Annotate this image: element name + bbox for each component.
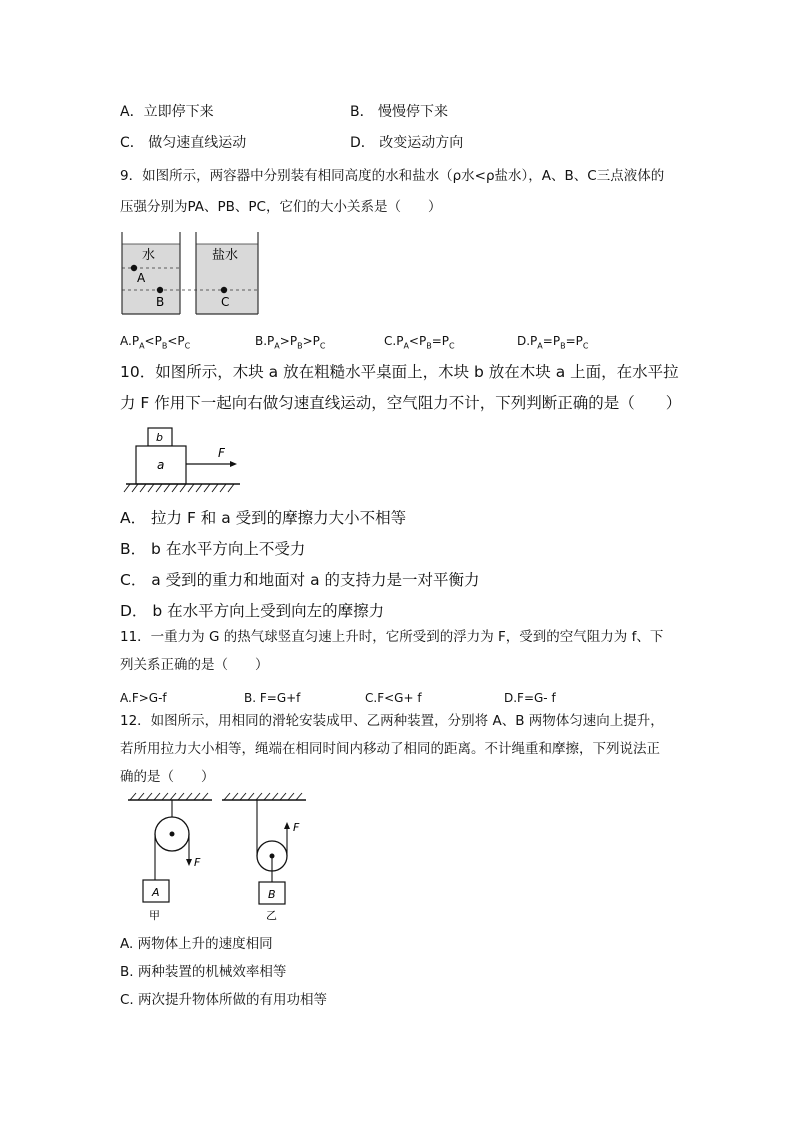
water-label: 水: [142, 248, 156, 263]
q10-option-b: B． b 在水平方向上不受力: [120, 540, 306, 558]
q9-stem-line2: 压强分别为PA、PB、PC，它们的大小关系是（ ）: [120, 199, 442, 215]
q8-option-d: D． 改变运动方向: [350, 135, 464, 151]
label-b: B: [268, 888, 276, 901]
q12-option-b: B. 两种装置的机械效率相等: [120, 964, 287, 980]
label-yi: 乙: [266, 909, 277, 922]
q9-container-figure: [120, 230, 265, 316]
q9-option-c: $C.P_A<P_B=P_C$: [384, 334, 455, 351]
q9-option-a: $A.P_A<P_B<P_C$: [120, 334, 191, 351]
q11-option-b: B. F=G+f: [244, 691, 301, 705]
q9-stem-line1: 9．如图所示，两容器中分别装有相同高度的水和盐水（ρ水<ρ盐水），A、B、C三点液体的: [120, 168, 665, 184]
q10-option-c: C． a 受到的重力和地面对 a 的支持力是一对平衡力: [120, 571, 480, 589]
q11-option-a: A.F>G-f: [120, 691, 167, 705]
q8-option-a: A．立即停下来: [120, 104, 214, 120]
q11-stem-line1: 11．一重力为 G 的热气球竖直匀速上升时，它所受到的浮力为 F，受到的空气阻力为 f、下: [120, 629, 664, 645]
saltwater-label: 盐水: [212, 248, 239, 263]
q8-option-c: C． 做匀速直线运动: [120, 135, 247, 151]
q10-block-figure: [124, 426, 244, 496]
label-a: a: [157, 458, 165, 472]
label-f: F: [218, 446, 225, 460]
label-b: B: [156, 295, 165, 309]
point-c: [221, 287, 227, 293]
label-a: A: [137, 271, 146, 285]
label-c: C: [221, 295, 230, 309]
q8-option-b: B． 慢慢停下来: [350, 104, 449, 120]
q11-option-c: C.F<G+ f: [365, 691, 422, 705]
q12-option-c: C. 两次提升物体所做的有用功相等: [120, 992, 328, 1008]
q10-stem-line1: 10．如图所示，木块 a 放在粗糙水平桌面上，木块 b 放在木块 a 上面，在水平拉: [120, 363, 679, 381]
q10-stem-line2: 力 F 作用下一起向右做匀速直线运动，空气阻力不计，下列判断正确的是（ ）: [120, 394, 682, 412]
q10-option-d: D． b 在水平方向上受到向左的摩擦力: [120, 602, 385, 620]
label-a: A: [152, 886, 160, 899]
q12-stem-line2: 若所用拉力大小相等，绳端在相同时间内移动了相同的距离。不计绳重和摩擦，下列说法正: [120, 741, 660, 757]
q11-stem-line2: 列关系正确的是（ ）: [120, 657, 269, 673]
q11-option-d: D.F=G- f: [504, 691, 556, 705]
q12-pulley-figure: [126, 796, 326, 926]
label-f2: F: [293, 821, 300, 834]
q10-option-a: A． 拉力 F 和 a 受到的摩擦力大小不相等: [120, 509, 407, 527]
label-b: b: [156, 431, 163, 444]
q12-stem-line3: 确的是（ ）: [120, 769, 215, 785]
label-f1: F: [194, 856, 201, 869]
point-b: [157, 287, 163, 293]
q9-option-d: $D.P_A=P_B=P_C$: [517, 334, 589, 351]
q9-option-b: $B.P_A>P_B>P_C$: [255, 334, 326, 351]
q12-stem-line1: 12．如图所示，用相同的滑轮安装成甲、乙两种装置，分别将 A、B 两物体匀速向上提升，: [120, 713, 664, 729]
label-jia: 甲: [149, 909, 160, 922]
q12-option-a: A. 两物体上升的速度相同: [120, 936, 273, 952]
